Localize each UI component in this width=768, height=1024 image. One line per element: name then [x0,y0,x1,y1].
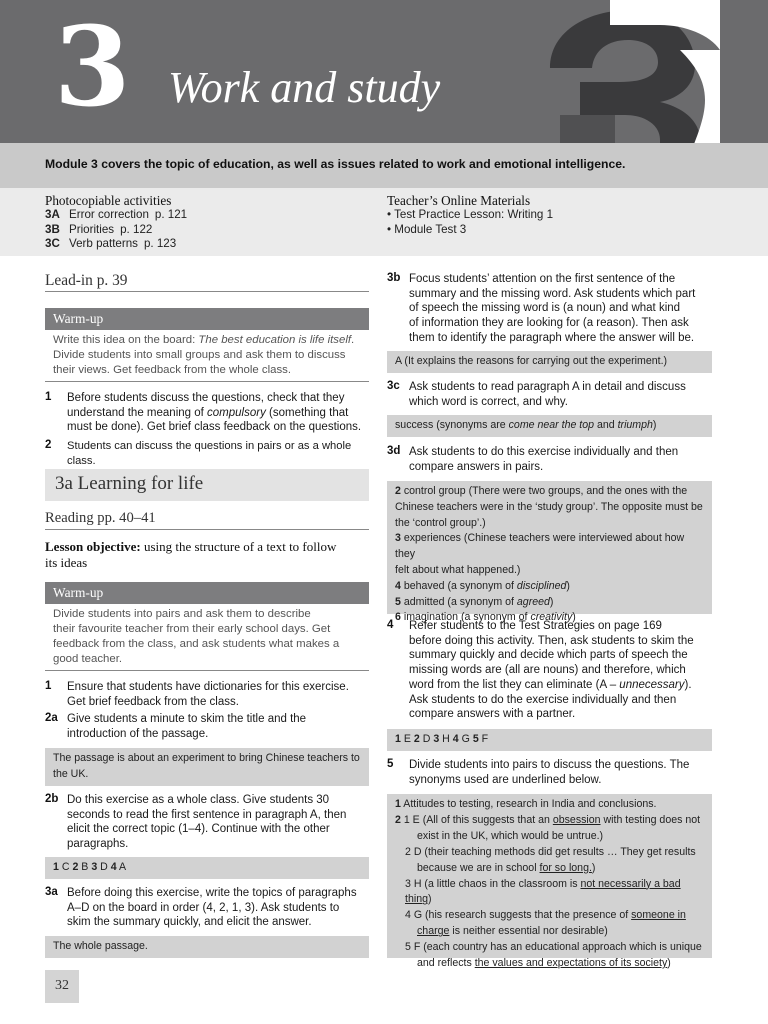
answer-box: success (synonyms are come near the top and triumph) [387,415,712,437]
answer-box: A (It explains the reasons for carrying out the experiment.) [387,351,712,373]
item-number: 3d [387,445,401,457]
reading-heading: Reading pp. 40–41 [45,510,156,526]
warmup-text: Divide students into pairs and ask them to describe their favourite teacher from their early school days. Get feedback from the class, and ask students what makes a good teacher. [53,608,340,665]
photocopiable-item: 3A Error correction p. 121 [45,208,188,221]
answer-box: The passage is about an experiment to bring Chinese teachers to the UK. [45,748,369,786]
divider [45,381,369,382]
divider [45,529,369,530]
item-number: 3a [45,886,58,898]
photocopiable-item: 3C Verb patterns p. 123 [45,237,177,250]
item-number: 5 [387,758,394,770]
warmup-label: Warm-up [45,582,369,604]
warmup-text: Write this idea on the board: The best education is life itself. Divide students into small groups and ask them to discuss their views. Get feedback from the whole class. [53,334,355,376]
chapter-number: 3 [54,2,131,131]
item-number: 2 [45,439,52,451]
divider [45,291,369,292]
online-materials-title: Teacher’s Online Materials [387,193,531,208]
divider [45,670,369,671]
page-number: 32 [45,970,79,1003]
item-number: 2a [45,712,58,724]
module-intro: Module 3 covers the topic of education, as well as issues related to work and emotional intelligence. [45,157,626,171]
instruction-text: Refer students to the Test Strategies on page 169 before doing this activity. Then, ask students to skim the summary quickly and decide which parts of speech the missing words are (all are nouns) and therefore, which word from the list they can eliminate (A – unnecessary). Ask students to do the exercise individually and then compare answers with a partner. [409,620,694,721]
instruction-text: Students can discuss the questions in pairs or as a whole class. [67,440,352,467]
lesson-objective: Lesson objective: using the structure of a text to follow its ideas [45,539,337,570]
chapter-title: Work and study [168,63,441,112]
answer-box: 1 E 2 D 3 H 4 G 5 F [387,729,712,751]
photocopiable-item: 3B Priorities p. 122 [45,223,153,236]
item-number: 1 [45,391,52,403]
leadin-heading: Lead-in p. 39 [45,272,128,289]
answer-box: 2 control group (There were two groups, and the ones with the Chinese teachers were in the ‘study group’. The opposite must be the ‘control group’.) 3 experiences (Chinese teachers were interviewed about how they felt about what happened.) 4 behaved (a synonym of disciplined) 5 admitted (a synonym of agreed) 6 imagination (a synonym of creativity) [387,481,712,614]
photocopiable-title: Photocopiable activities [45,193,172,208]
online-material-item: • Module Test 3 [387,223,467,236]
instruction-text: Ensure that students have dictionaries for this exercise. Get brief feedback from the class. [67,681,349,708]
decorative-3-graphic [520,0,720,143]
instruction-text: Before students discuss the questions, check that they understand the meaning of compulsory (something that must be done). Get brief class feedback on the questions. [67,392,362,434]
item-number: 1 [45,680,52,692]
chapter-header [0,0,768,143]
instruction-text: Give students a minute to skim the title and the introduction of the passage. [67,713,307,740]
answer-box: 1 C 2 B 3 D 4 A [45,857,369,879]
instruction-text: Divide students into pairs to discuss the questions. The synonyms used are underlined below. [409,759,690,786]
item-number: 3b [387,272,401,284]
item-number: 2b [45,793,59,805]
item-number: 4 [387,619,394,631]
instruction-text: Focus students’ attention on the first sentence of the summary and the missing word. Ask students which part of speech the missing word is (a noun) and what kind of information they are looking for (a reason). Then ask them to identify the paragraph where the answer will be. [409,273,696,344]
online-material-item: • Test Practice Lesson: Writing 1 [387,208,554,221]
warmup-label: Warm-up [45,308,369,330]
answer-box: 1 Attitudes to testing, research in India and conclusions. 2 1 E (All of this suggests that an obsession with testing does not exist in the UK, which would be untrue.) 2 D (their teaching methods did get results … They get results because we are in school for so long.) 3 H (a little chaos in the classroom is not necessarily a bad thing) 4 G (his research suggests that the presence of someone in charge is neither essential nor desirable) 5 F (each country has an educational approach which is unique and reflects the values and expectations of its society) [387,794,712,958]
item-number: 3c [387,380,400,392]
instruction-text: Before doing this exercise, write the topics of paragraphs A–D on the board in order (4, 2, 1, 3). Ask students to skim the summary quickly, and elicit the answer. [67,887,357,929]
instruction-text: Ask students to read paragraph A in detail and discuss which word is correct, and why. [409,381,686,408]
section-title: 3a Learning for life [45,469,369,501]
instruction-text: Do this exercise as a whole class. Give students 30 seconds to read the first sentence in paragraph A, then elicit the correct topic (1–4). Continue with the other paragraphs. [67,794,347,851]
instruction-text: Ask students to do this exercise individually and then compare answers in pairs. [409,446,679,473]
answer-box: The whole passage. [45,936,369,958]
